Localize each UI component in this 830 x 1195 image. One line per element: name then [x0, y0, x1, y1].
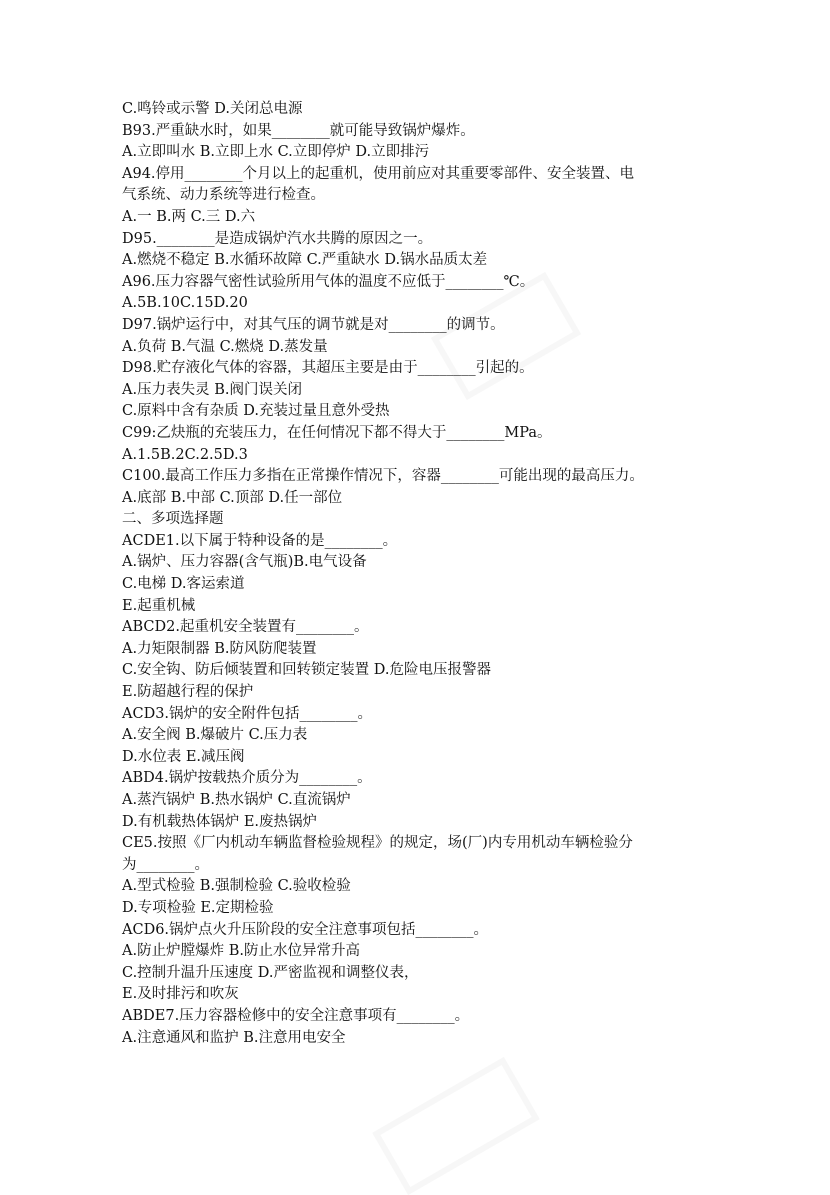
- text-line: A.1.5B.2C.2.5D.3: [122, 446, 248, 463]
- text-line: A.力矩限制器 B.防风防爬装置: [122, 640, 317, 657]
- text-line: C.鸣铃或示警 D.关闭总电源: [122, 101, 303, 117]
- text-line: ACDE1.以下属于特种设备的是________。: [122, 532, 398, 549]
- text-line: A.蒸汽锅炉 B.热水锅炉 C.直流锅炉: [122, 792, 351, 808]
- text-line: D.水位表 E.减压阀: [122, 748, 245, 765]
- text-line: A.5B.10C.15D.20: [122, 295, 248, 312]
- text-line: A.负荷 B.气温 C.燃烧 D.蒸发量: [122, 338, 328, 355]
- text-line: CE5.按照《厂内机动车辆监督检验规程》的规定，场(厂)内专用机动车辆检验分: [122, 835, 633, 852]
- text-line: A.立即叫水 B.立即上水 C.立即停炉 D.立即排污: [122, 144, 430, 161]
- text-line: C.原料中含有杂质 D.充装过量且意外受热: [122, 403, 390, 420]
- text-line: A.锅炉、压力容器(含气瓶)B.电气设备: [122, 554, 367, 571]
- text-line: A.型式检验 B.强制检验 C.验收检验: [122, 878, 351, 895]
- text-line: A.燃烧不稳定 B.水循环故障 C.严重缺水 D.锅水品质太差: [122, 252, 488, 269]
- text-line: 二、多项选择题: [122, 511, 224, 528]
- text-line: C.安全钩、防后倾装置和回转锁定装置 D.危险电压报警器: [122, 662, 492, 679]
- text-line: A.安全阀 B.爆破片 C.压力表: [122, 727, 308, 744]
- text-line: E.起重机械: [122, 597, 196, 614]
- text-line: E.及时排污和吹灰: [122, 986, 239, 1003]
- document-body: [122, 99, 722, 1049]
- text-line: A.底部 B.中部 C.顶部 D.任一部位: [122, 489, 343, 506]
- text-line: A.防止炉膛爆炸 B.防止水位异常升高: [122, 943, 360, 960]
- text-line: 气系统、动力系统等进行检查。: [122, 187, 325, 204]
- text-line: 为________。: [122, 856, 209, 873]
- text-line: A94.停用________个月以上的起重机，使用前应对其重要零部件、安全装置、电: [122, 165, 635, 182]
- text-line: A.注意通风和监护 B.注意用电安全: [122, 1029, 346, 1046]
- text-line: ACD3.锅炉的安全附件包括________。: [122, 705, 373, 722]
- text-line: E.防超越行程的保护: [122, 684, 254, 701]
- text-line: ABCD2.起重机安全装置有________。: [122, 619, 369, 636]
- watermark-mark-bottom: [372, 1057, 540, 1195]
- text-line: D.专项检验 E.定期检验: [122, 899, 274, 916]
- text-line: D98.贮存液化气体的容器，其超压主要是由于________引起的。: [122, 360, 534, 377]
- text-line: C.控制升温升压速度 D.严密监视和调整仪表，: [122, 964, 419, 981]
- text-line: D97.锅炉运行中，对其气压的调节就是对________的调节。: [122, 316, 505, 333]
- text-line: B93.严重缺水时，如果________就可能导致锅炉爆炸。: [122, 122, 475, 139]
- text-line: ABDE7.压力容器检修中的安全注意事项有________。: [122, 1007, 470, 1024]
- text-line: D.有机载热体锅炉 E.废热锅炉: [122, 813, 318, 830]
- text-line: A.一 B.两 C.三 D.六: [122, 208, 256, 225]
- text-line: D95.________是造成锅炉汽水共腾的原因之一。: [122, 230, 433, 247]
- text-line: A.压力表失灵 B.阀门误关闭: [122, 381, 302, 398]
- text-line: ACD6.锅炉点火升压阶段的安全注意事项包括________。: [122, 921, 489, 938]
- text-line: C100.最高工作压力多指在正常操作情况下，容器________可能出现的最高压力。: [122, 468, 644, 485]
- text-line: C99:乙炔瓶的充装压力，在任何情况下都不得大于________MPa。: [122, 424, 552, 441]
- text-line: ABD4.锅炉按载热介质分为________。: [122, 770, 372, 787]
- text-line: C.电梯 D.客运索道: [122, 576, 245, 593]
- text-line: A96.压力容器气密性试验所用气体的温度不应低于________℃。: [122, 273, 535, 290]
